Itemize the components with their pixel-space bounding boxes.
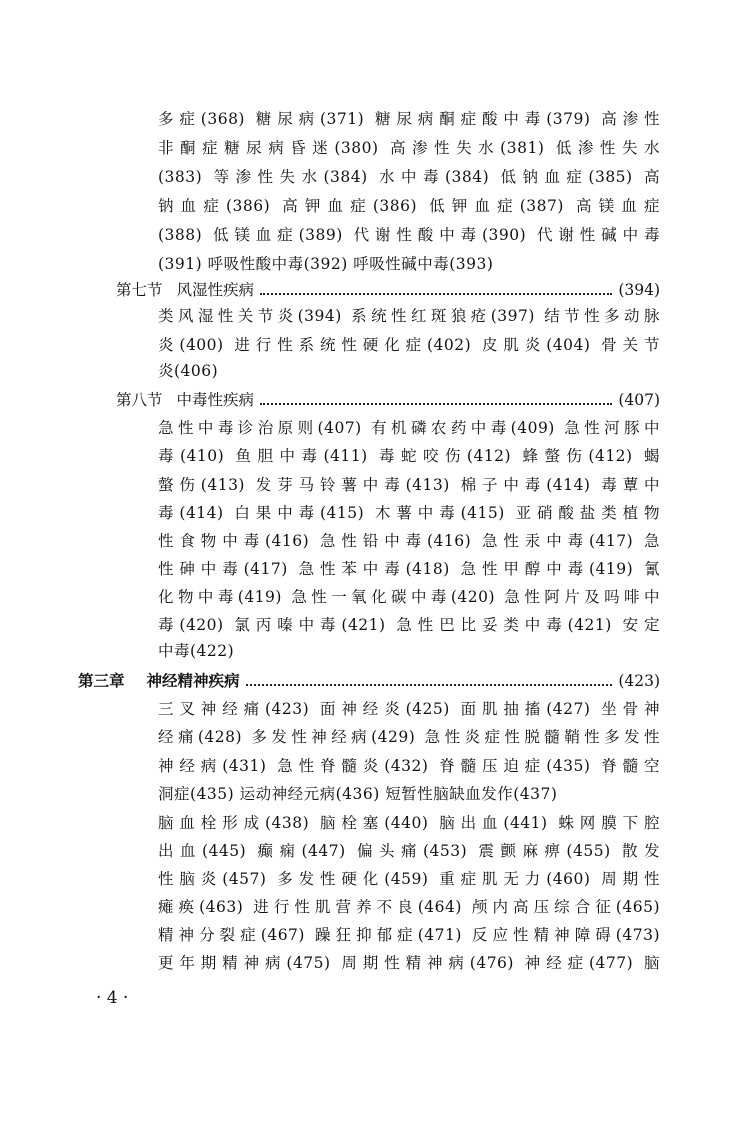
- dot-leader: [260, 403, 612, 405]
- dot-leader: [246, 684, 613, 686]
- toc-entry-line: 类风湿性关节炎(394) 系统性红斑狼疮(397) 结节性多动脉: [158, 307, 660, 325]
- dot-leader: [260, 293, 612, 295]
- section-page-ref: (407): [618, 391, 660, 409]
- chapter-title: 神经精神疾病: [146, 672, 240, 690]
- toc-entry-line: 非酮症糖尿病昏迷(380) 高渗性失水(381) 低渗性失水: [158, 139, 660, 157]
- toc-entry-line: 脑血栓形成(438) 脑栓塞(440) 脑出血(441) 蛛网膜下腔: [158, 814, 660, 832]
- toc-entry-line: 急性中毒诊治原则(407) 有机磷农药中毒(409) 急性河豚中: [158, 419, 660, 437]
- section-title: 风湿性疾病: [176, 281, 255, 299]
- toc-entry-line: 毒(420) 氯丙嗪中毒(421) 急性巴比妥类中毒(421) 安定: [158, 616, 660, 634]
- toc-entry-line: 精神分裂症(467) 躁狂抑郁症(471) 反应性精神障碍(473): [158, 926, 660, 944]
- toc-entry-line: 出血(445) 癫痫(447) 偏头痛(453) 震颤麻痹(455) 散发: [158, 842, 660, 860]
- section-heading-8: [116, 386, 660, 415]
- toc-entry-line: (383) 等渗性失水(384) 水中毒(384) 低钠血症(385) 高: [158, 168, 660, 186]
- section-number: 第八节: [116, 391, 163, 409]
- toc-entry-line: 性砷中毒(417) 急性苯中毒(418) 急性甲醇中毒(419) 氰: [158, 560, 660, 578]
- toc-entry-line: 神经病(431) 急性脊髓炎(432) 脊髓压迫症(435) 脊髓空: [158, 757, 660, 775]
- section-page-ref: (394): [618, 281, 660, 299]
- toc-entry-line: 炎(400) 进行性系统性硬化症(402) 皮肌炎(404) 骨关节: [158, 336, 660, 354]
- toc-entry-line: (391) 呼吸性酸中毒(392) 呼吸性碱中毒(393): [158, 255, 494, 273]
- section-title: 中毒性疾病: [176, 391, 255, 409]
- toc-entry-line: 化物中毒(419) 急性一氧化碳中毒(420) 急性阿片及吗啡中: [158, 588, 660, 606]
- section-number: 第七节: [116, 281, 163, 299]
- toc-entry-line: 洞症(435) 运动神经元病(436) 短暂性脑缺血发作(437): [158, 785, 558, 803]
- toc-entry-line: 钠血症(386) 高钾血症(386) 低钾血症(387) 高镁血症: [158, 197, 660, 215]
- toc-entry-line: 螫伤(413) 发芽马铃薯中毒(413) 棉子中毒(414) 毒蕈中: [158, 476, 660, 494]
- toc-entry-line: 毒(414) 白果中毒(415) 木薯中毒(415) 亚硝酸盐类植物: [158, 504, 660, 522]
- toc-entry-line: 多症(368) 糖尿病(371) 糖尿病酮症酸中毒(379) 高渗性: [158, 110, 660, 128]
- toc-entry-line: 毒(410) 鱼胆中毒(411) 毒蛇咬伤(412) 蜂螫伤(412) 蝎: [158, 447, 660, 465]
- toc-entry-line: 瘫痪(463) 进行性肌营养不良(464) 颅内高压综合征(465): [158, 898, 660, 916]
- toc-entry-line: (388) 低镁血症(389) 代谢性酸中毒(390) 代谢性碱中毒: [158, 226, 660, 244]
- toc-entry-line: 经痛(428) 多发性神经病(429) 急性炎症性脱髓鞘性多发性: [158, 728, 660, 746]
- chapter-page-ref: (423): [618, 672, 660, 690]
- toc-entry-line: 性脑炎(457) 多发性硬化(459) 重症肌无力(460) 周期性: [158, 870, 660, 888]
- section-heading-7: [116, 276, 660, 305]
- toc-entry-line: 中毒(422): [158, 642, 235, 660]
- chapter-number: 第三章: [78, 672, 125, 690]
- page-number: · 4 ·: [96, 988, 129, 1008]
- toc-entry-line: 更年期精神病(475) 周期性精神病(476) 神经症(477) 脑: [158, 954, 660, 972]
- chapter-heading-3: [78, 667, 660, 696]
- toc-entry-line: 三叉神经痛(423) 面神经炎(425) 面肌抽搐(427) 坐骨神: [158, 700, 660, 718]
- toc-entry-line: 炎(406): [158, 362, 219, 380]
- toc-entry-line: 性食物中毒(416) 急性铅中毒(416) 急性汞中毒(417) 急: [158, 532, 660, 550]
